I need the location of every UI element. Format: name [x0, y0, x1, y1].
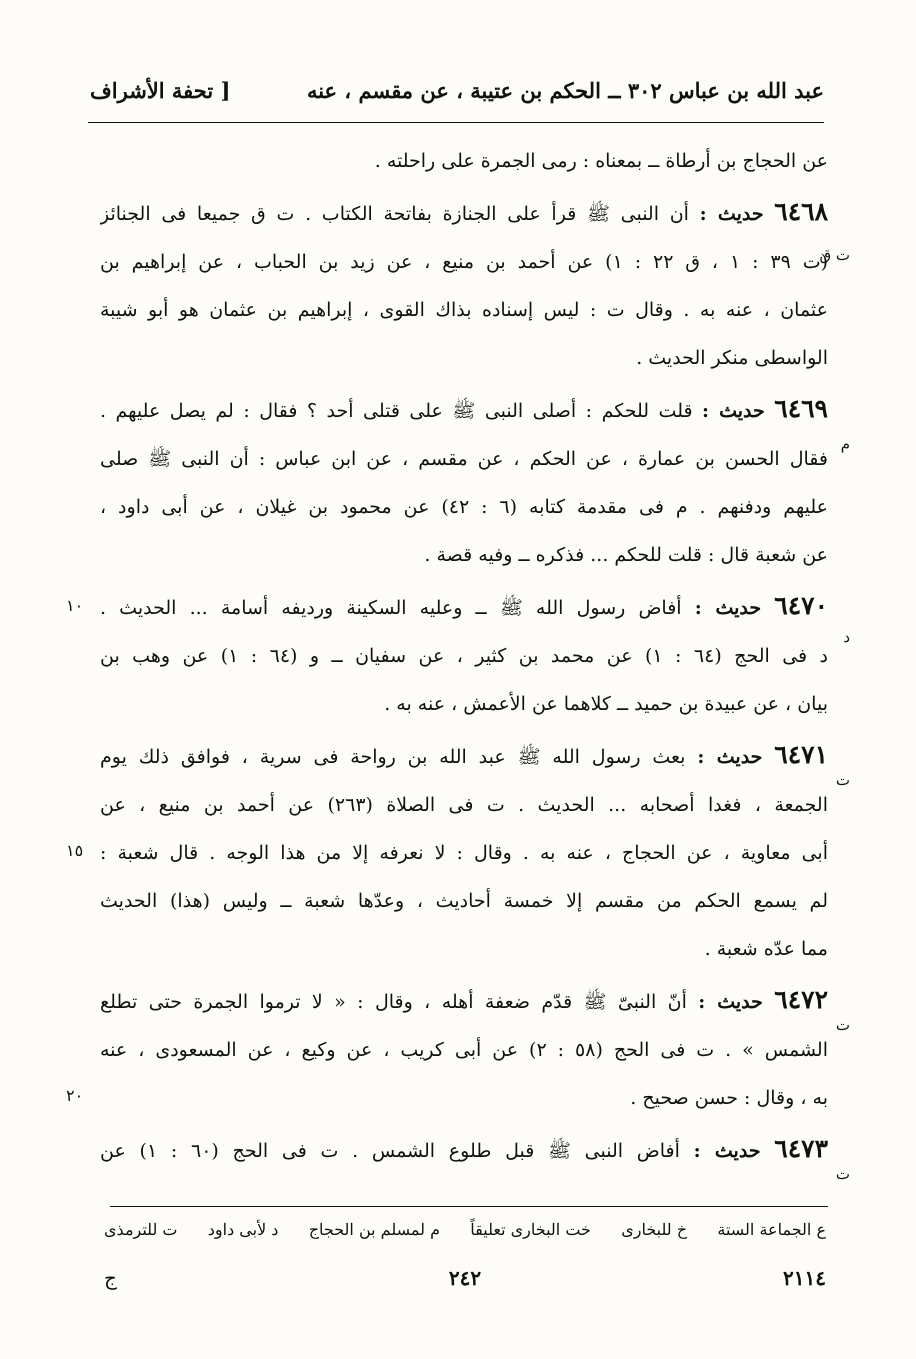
legend-item: د لأبى داود [207, 1220, 279, 1239]
hadith-number: ٦٤٧٠ [774, 592, 828, 620]
margin-sigla: د [843, 628, 850, 646]
hadith-word: حديث : [694, 597, 762, 619]
hadith-number: ٦٤٦٩ [774, 395, 828, 423]
hadith-number: ٦٤٧٢ [774, 986, 828, 1014]
line-number: ١٠ [66, 596, 84, 615]
hadith-word: حديث : [697, 746, 763, 768]
page-body [66, 148, 850, 1186]
line-number: ٢٠ [66, 1086, 84, 1105]
hadith-entry-6470 [66, 592, 850, 718]
entry-line: فقال الحسن بن عمارة ، عن الحكم ، عن مقسم ، عن ابن عباس : أن النبى ﷺ صلى [100, 448, 828, 470]
entry-line: الجمعة ، فغدا أصحابه ... الحديث . ت فى الصلاة (٢٦٣) عن أحمد بن منيع ، عن [100, 794, 828, 816]
entry-line: مما عدّه شعبة . [704, 938, 828, 960]
entry-text: حديث : بعث رسول الله ﷺ عبد الله بن رواحة فى سرية ، فوافق ذلك يوم [100, 746, 763, 768]
entry-line: الشمس » . ت فى الحج (٥٨ : ٢) عن أبى كريب ، عن وكيع ، عن المسعودى ، عنه [100, 1039, 828, 1061]
intro-line: عن الحجاج بن أرطاة ــ بمعناه : رمى الجمرة على راحلته . [374, 150, 828, 172]
margin-sigla: م [840, 435, 850, 453]
entry-line [100, 741, 828, 771]
hadith-entry-6469 [100, 395, 850, 569]
entry-text: حديث : أفاض رسول الله ﷺ ــ وعليه السكينة وردیفه أسامة ... الحديث . [100, 597, 762, 619]
entry-line: عن شعبة قال : قلت للحكم ... فذكره ــ وفيه قصة . [424, 544, 828, 566]
footer-rule [110, 1206, 828, 1207]
hadith-entry-6472 [66, 986, 850, 1112]
legend-item: ت للترمذى [104, 1220, 178, 1239]
hadith-word: حديث : [699, 203, 764, 225]
entry-line [100, 986, 828, 1016]
hadith-entry-6473 [100, 1135, 850, 1183]
margin-sigla: ت [835, 1165, 850, 1183]
hadith-number: ٦٤٧١ [774, 741, 828, 769]
entry-line: بيان ، عن عبيدة بن حميد ــ كلاهما عن الأعمش ، عنه به . [384, 693, 828, 715]
entry-line: به ، وقال : حسن صحيح . [630, 1087, 828, 1109]
hadith-word: حديث : [698, 991, 763, 1013]
hadith-word: حديث : [702, 400, 765, 422]
hadith-entry-6471 [66, 741, 850, 963]
entry-text: حديث : قلت للحكم : أصلى النبى ﷺ على قتلى أحد ؟ فقال : لم يصل عليهم . [100, 400, 765, 422]
page-header [90, 78, 824, 118]
entry-line [100, 395, 828, 425]
volume-page-number: ٢١١٤ [783, 1266, 826, 1290]
entry-line: لم يسمع الحكم من مقسم إلا خمسة أحاديث ، وعدّها شعبة ــ وليس (هذا) الحديث [100, 890, 828, 912]
entry-text: حديث : أن النبى ﷺ قرأ على الجنازة بفاتحة الكتاب . ت ق جميعا فى الجنائز [100, 203, 764, 225]
entry-text: حديث : أنّ النبىّ ﷺ قدّم ضعفة أهله ، وقال : « لا ترموا الجمرة حتى تطلع [100, 991, 763, 1013]
legend-item: ع الجماعة الستة [717, 1220, 826, 1239]
legend-item: خ للبخارى [621, 1220, 688, 1239]
hadith-word: حديث : [693, 1140, 761, 1162]
header-title: عبد الله بن عباس ٣٠٢ ــ الحكم بن عتيبة ، عن مقسم ، عنه [306, 78, 824, 103]
sigla-legend [104, 1218, 826, 1242]
entry-line: الواسطى منكر الحديث . [636, 347, 828, 369]
entry-text: حديث : أفاض النبى ﷺ قبل طلوع الشمس . ت فى الحج (٦٠ : ١) عن [100, 1140, 761, 1162]
signature-mark: ج [104, 1266, 117, 1290]
entry-line [100, 592, 828, 622]
hadith-number: ٦٤٦٨ [774, 198, 828, 226]
margin-sigla: ت ق [819, 246, 850, 264]
hadith-entry-6468 [100, 198, 850, 372]
hadith-number: ٦٤٧٣ [774, 1135, 828, 1163]
page-footer [104, 1266, 826, 1296]
entry-line: د فى الحج (٦٤ : ١) عن محمد بن كثير ، عن سفيان ــ و (٦٤ : ١) عن وهب بن [100, 645, 828, 667]
entry-line: أبى معاوية ، عن الحجاج ، عنه به . وقال : لا نعرفه إلا من هذا الوجه . قال شعبة : [100, 842, 828, 864]
entry-line [100, 1135, 828, 1165]
page-number: ٢٤٢ [448, 1266, 482, 1290]
legend-item: خت البخارى تعليقاً [470, 1220, 591, 1239]
entry-line: عثمان ، عنه به . وقال ت : ليس إسناده بذاك القوى ، إبراهيم بن عثمان هو أبو شيبة [100, 299, 828, 321]
header-rule [88, 122, 824, 123]
entry-line: عليهم ودفنهم . م فى مقدمة كتابه (٦ : ٤٢) عن محمود بن غيلان ، عن أبى داود ، [100, 496, 828, 518]
margin-sigla: ت [835, 1016, 850, 1034]
entry-line [100, 198, 828, 228]
header-book-title: [ تحفة الأشراف [90, 78, 231, 103]
margin-sigla: ت [835, 771, 850, 789]
legend-item: م لمسلم بن الحجاج [308, 1220, 441, 1239]
line-number: ١٥ [66, 841, 84, 860]
entry-line: (ت ٣٩ : ١ ، ق ٢٢ : ١) عن أحمد بن منيع ، عن زيد بن الحباب ، عن إبراهيم بن [100, 251, 828, 273]
